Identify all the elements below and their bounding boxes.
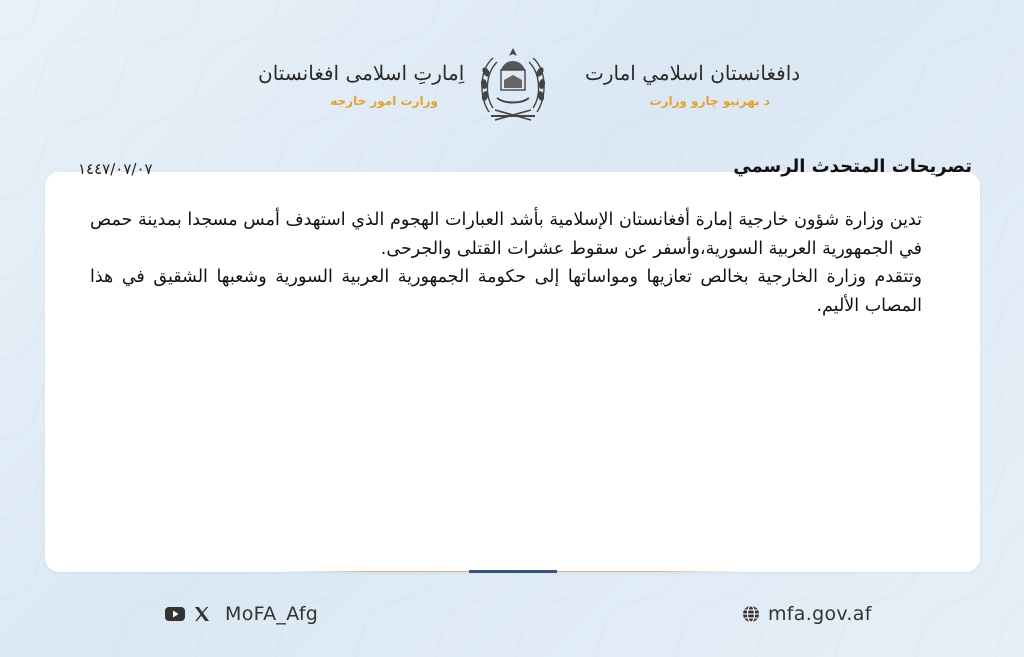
youtube-icon[interactable]: [165, 606, 185, 622]
x-icon[interactable]: [193, 605, 211, 623]
statement-paragraph-1: تدين وزارة شؤون خارجية إمارة أفغانستان الإسلامية بأشد العبارات الهجوم الذي استهدف أمس مسجدا بمدينة حمص في الجمهورية العربية السورية،وأسفر عن سقوط عشرات القتلى والجرحى.: [90, 210, 922, 259]
brand-pashto: [585, 60, 801, 108]
statement-paragraph-2: وتتقدم وزارة الخارجية بخالص تعازيها ومواساتها إلى حكومة الجمهورية العربية السورية وشعبها الشقيق في هذا المصاب الأليم.: [90, 267, 922, 316]
brand-pashto-title: دافغانستان اسلامي امارت: [585, 61, 801, 85]
brand-pashto-subtitle: د بهرنيو چارو وزارت: [649, 94, 770, 108]
divider-accent: [469, 570, 557, 573]
globe-icon: [742, 605, 760, 623]
social-links: [165, 601, 318, 627]
statement-date: ١٤٤٧/٠٧/٠٧: [78, 160, 153, 178]
brand-dari: [258, 60, 465, 108]
emblem-icon: [475, 42, 551, 128]
statement-body: [90, 206, 922, 320]
letterhead: [0, 40, 1024, 140]
website-url[interactable]: mfa.gov.af: [768, 603, 872, 625]
statement-title: تصريحات المتحدث الرسمي: [733, 156, 972, 177]
social-handle[interactable]: MoFA_Afg: [225, 603, 319, 625]
website-link: [742, 601, 872, 627]
brand-dari-subtitle: وزارت امور خارجه: [330, 94, 438, 108]
brand-dari-title: اِمارتِ اسلامی افغانستان: [258, 61, 465, 85]
